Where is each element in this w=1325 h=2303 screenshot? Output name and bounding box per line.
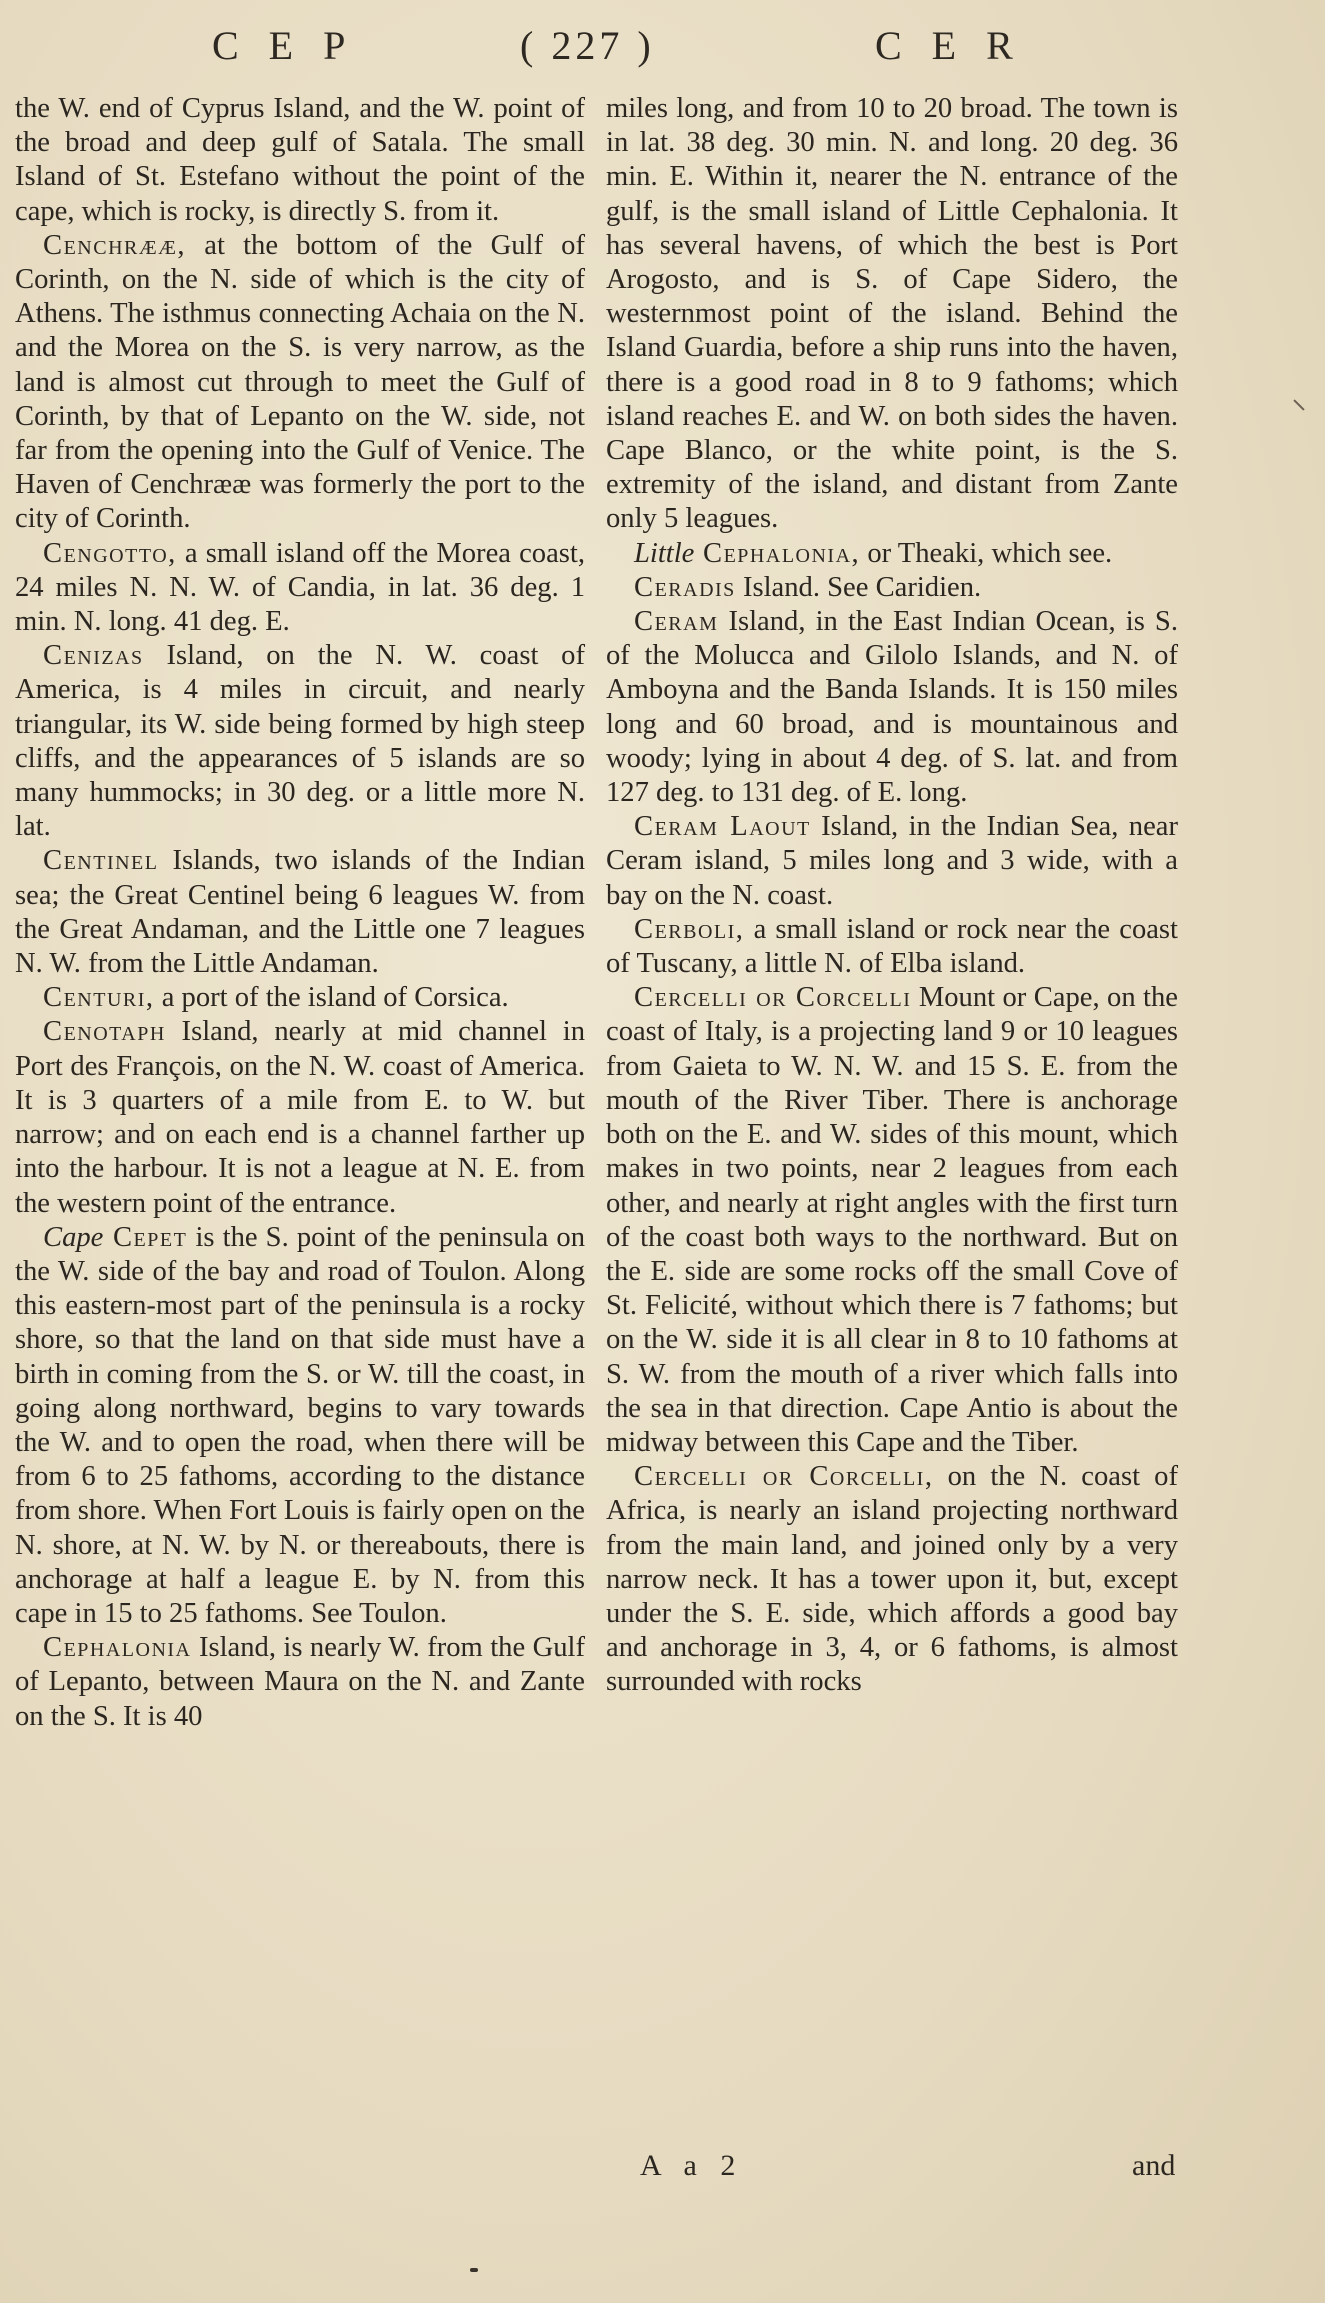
gazetteer-entry: [606, 810, 1178, 913]
catchword: and: [1132, 2149, 1176, 2182]
entry-text: a small island off the Morea coast, 24 miles N. N. W. of Candia, in lat. 36 deg. 1 min. N. long. 41 deg. E.: [15, 537, 585, 638]
entry-prefix: Little: [634, 537, 695, 569]
left-text-column: [15, 92, 585, 1734]
entry-text: a small island or rock near the coast of Tuscany, a little N. of Elba island.: [606, 913, 1178, 980]
entry-text: at the bottom of the Gulf of Corinth, on the N. side of which is the city of Athens. The isthmus connecting Achaia on the N. and the Morea on the S. is very narrow, as the land is almost cut through to meet the Gulf of Corinth, by that of Lepanto on the W. side, not far from the opening into the Gulf of Venice. The Haven of Cenchrææ was formerly the port to the city of Corinth.: [15, 229, 585, 535]
signature-mark: A a 2: [640, 2149, 744, 2182]
entry-text: Island, is nearly W. from the Gulf of Lepanto, between Maura on the N. and Zante on the S. It is 40: [15, 1632, 585, 1732]
entry-text: miles long, and from 10 to 20 broad. The town is in lat. 38 deg. 30 min. N. and long. 20 deg. 36 min. E. Within it, nearer the N. entrance of the gulf, is the small island of Little Cephalonia. It has several havens, of which the best is Port Arogosto, and is S. of Cape Sidero, the westernmost point of the island. Behind the Island Guardia, before a ship runs into the haven, there is a good road in 8 to 9 fathoms; which island reaches E. and W. on both sides the haven. Cape Blanco, or the white point, is the S. extremity of the island, and distant from Zante only 5 leagues.: [606, 93, 1178, 535]
entry-text: on the N. coast of Africa, is nearly an island projecting northward from the main land, and joined only by a very narrow neck. It has a tower upon it, but, except under the S. E. side, which affords a good bay and anchorage in 3, 4, or 6 fathoms, is almost surrounded with rocks: [606, 1461, 1178, 1698]
entry-headword: Cenchrææ,: [43, 229, 187, 261]
entry-headword: Ceram: [634, 606, 719, 638]
gazetteer-entry: [15, 1631, 585, 1734]
entry-prefix: Cape: [43, 1221, 104, 1253]
gazetteer-entry: [606, 913, 1178, 981]
entry-headword: Centinel: [43, 845, 159, 877]
gazetteer-entry: [606, 605, 1178, 810]
page-number: ( 227 ): [520, 23, 655, 68]
entry-headword: Ceradis: [634, 571, 736, 603]
header-left-catchletters: C E P: [212, 23, 356, 68]
gazetteer-entry: [15, 1221, 585, 1631]
gazetteer-entry: [606, 571, 1178, 605]
entry-headword: Cengotto,: [43, 537, 177, 569]
entry-text: Island, nearly at mid channel in Port des François, on the N. W. coast of America. It is 3 quarters of a mile from E. to W. but narrow; and on each end is a channel farther up into the harbour. It is not a league at N. E. from the western point of the entrance.: [15, 1016, 585, 1219]
entry-text: is the S. point of the peninsula on the W. side of the bay and road of Toulon. Along this eastern-most part of the peninsula is a rocky shore, so that the land on that side must have a birth in coming from the S. or W. till the coast, in going along northward, begins to vary towards the W. and to open the road, when there will be from 6 to 25 fathoms, according to the distance from shore. When Fort Louis is fairly open on the N. shore, at N. W. by N. or thereabouts, there is anchorage at half a league E. by N. from this cape in 15 to 25 fathoms. See Toulon.: [15, 1221, 586, 1629]
entry-text: a port of the island of Corsica.: [154, 982, 509, 1014]
entry-text: Island, on the N. W. coast of America, is 4 miles in circuit, and nearly triangular, its W. side being formed by high steep cliffs, and the appearances of 5 islands are so many hummocks; in 30 deg. or a little more N. lat.: [15, 640, 585, 843]
entry-text: Islands, two islands of the Indian sea; the Great Centinel being 6 leagues W. from the Great Andaman, and the Little one 7 leagues N. W. from the Little Andaman.: [15, 845, 585, 980]
entry-headword: Cepet: [103, 1221, 188, 1253]
entry-headword: Cenotaph: [43, 1016, 166, 1048]
ink-speck: [470, 2268, 478, 2272]
gazetteer-entry: [15, 229, 585, 537]
entry-text: the W. end of Cyprus Island, and the W. point of the broad and deep gulf of Satala. The small Island of St. Estefano without the point of the cape, which is rocky, is directly S. from it.: [15, 93, 585, 227]
margin-mark: [1293, 399, 1304, 410]
gazetteer-entry: [606, 1460, 1178, 1699]
gazetteer-entry: [15, 92, 585, 229]
gazetteer-entry: [15, 537, 585, 640]
right-text-column: [606, 92, 1178, 1700]
entry-headword: Cercelli or Corcelli,: [634, 1461, 934, 1493]
entry-text: Mount or Cape, on the coast of Italy, is a projecting land 9 or 10 leagues from Gaieta to W. N. W. and 15 S. E. from the mouth of the River Tiber. There is anchorage both on the E. and W. sides of this mount, which makes in two points, near 2 leagues from each other, and nearly at right angles with the first turn of the coast both ways to the northward. But on the E. side are some rocks off the small Cove of St. Felicité, without which there is 7 fathoms; but on the W. side it is all clear in 8 to 10 fathoms at S. W. from the mouth of a river which falls into the sea in that direction. Cape Antio is about the midway between this Cape and the Tiber.: [606, 982, 1178, 1458]
gazetteer-entry: [15, 844, 585, 981]
entry-text: Island, in the Indian Sea, near Ceram island, 5 miles long and 3 wide, with a bay on the N. coast.: [606, 811, 1178, 911]
gazetteer-entry: [15, 639, 585, 844]
entry-headword: Ceram Laout: [634, 811, 811, 843]
running-header: [0, 22, 1325, 82]
entry-headword: Cercelli or Corcelli: [634, 982, 912, 1014]
header-right-catchletters: C E R: [875, 23, 1023, 68]
gazetteer-entry: [15, 981, 585, 1015]
gazetteer-entry: [606, 537, 1178, 571]
entry-text: Island. See Caridien.: [735, 571, 982, 603]
entry-headword: Cephalonia: [43, 1632, 192, 1664]
entry-headword: Cephalonia,: [694, 537, 861, 569]
page-footer: [0, 2149, 1325, 2189]
entry-text: or Theaki, which see.: [860, 537, 1113, 569]
entry-headword: Cerboli,: [634, 913, 745, 945]
gazetteer-entry: [606, 92, 1178, 537]
gazetteer-entry: [606, 981, 1178, 1460]
gazetteer-entry: [15, 1015, 585, 1220]
entry-headword: Cenizas: [43, 640, 144, 672]
entry-text: Island, in the East Indian Ocean, is S. of the Molucca and Gilolo Islands, and N. of Amboyna and the Banda Islands. It is 150 miles long and 60 broad, and is mountainous and woody; lying in about 4 deg. of S. lat. and from 127 deg. to 131 deg. of E. long.: [606, 606, 1178, 809]
entry-headword: Centuri,: [43, 982, 155, 1014]
